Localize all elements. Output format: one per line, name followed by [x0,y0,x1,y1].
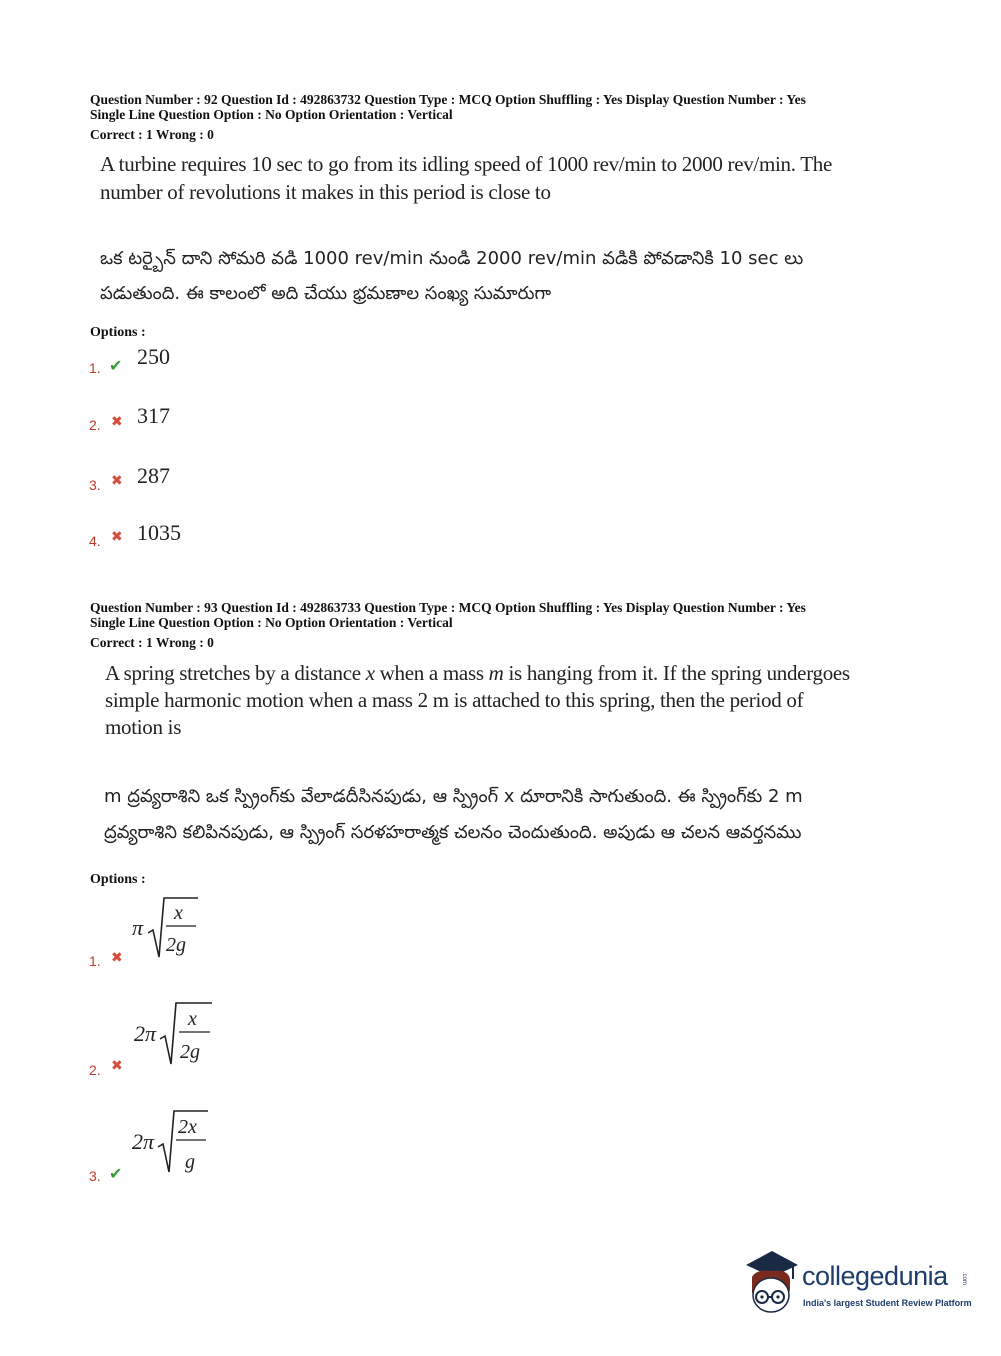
q92-option-3-number: 3. [89,477,101,493]
q92-option-2-number: 2. [89,417,101,433]
formula-coefficient: 2π [134,1021,157,1046]
q93-option-1-formula[interactable] [128,893,208,970]
q92-option-4-value[interactable]: 1035 [137,520,181,545]
q93-options-label: Options : [90,872,146,887]
q92-option-1-number: 1. [89,360,101,376]
formula-numerator: x [174,902,183,924]
wrong-cross-icon: ✖ [111,950,123,966]
q92-option-1-value[interactable]: 250 [137,344,170,369]
formula-numerator: x [188,1008,197,1030]
logo-domain-suffix: .com [961,1272,967,1286]
q93-option-1-number: 1. [89,953,101,969]
formula-numerator: 2x [178,1116,197,1138]
q92-text-line2: number of revolutions it makes in this period is close to [100,180,551,204]
formula-coefficient: π [132,915,144,940]
q93-option-3-number: 3. [89,1168,101,1184]
q93-text-line2: simple harmonic motion when a mass 2 m is attached to this spring, then the period of [105,688,804,712]
q93-text-line1: A spring stretches by a distance x when a mass m is hanging from it. If the spring undergoes [105,661,850,685]
wrong-cross-icon: ✖ [111,473,123,489]
q92-telugu-line1: ఒక టర్బైన్ దాని సోమరి వడి 1000 rev/min నుండి 2000 rev/min వడికి పోవడానికి 10 sec లు [100,248,804,269]
formula-denominator: 2g [166,934,186,956]
q92-option-4-number: 4. [89,533,101,549]
q92-options-label: Options : [90,325,146,340]
wrong-cross-icon: ✖ [111,529,123,545]
q92-telugu-line2: పడుతుంది. ఈ కాలంలో అది చేయు భ్రమణాల సంఖ్య సుమారుగా [100,283,552,304]
graduate-cap-mascot-icon [742,1247,800,1317]
collegedunia-logo [742,1247,972,1317]
q92-score: Correct : 1 Wrong : 0 [90,127,214,142]
correct-tick-icon: ✔ [109,356,123,375]
wrong-cross-icon: ✖ [111,414,123,430]
q92-meta-line2: Single Line Question Option : No Option Orientation : Vertical [90,107,453,122]
correct-tick-icon: ✔ [109,1164,123,1183]
q93-option-3-formula[interactable] [128,1106,218,1183]
formula-denominator: 2g [180,1041,200,1063]
q92-text-line1: A turbine requires 10 sec to go from its idling speed of 1000 rev/min to 2000 rev/min. The [100,152,832,176]
q92-option-2-value[interactable]: 317 [137,403,170,428]
q92-meta-line1: Question Number : 92 Question Id : 492863732 Question Type : MCQ Option Shuffling : Yes Display Question Number : Yes [90,92,806,107]
q93-telugu-line2: ద్రవ్యరాశిని కలిపినపుడు, ఆ స్ప్రింగ్ సరళహరాత్మక చలనం చెందుతుంది. అపుడు ఆ చలన ఆవర్తనము [104,822,802,843]
q93-meta-line1: Question Number : 93 Question Id : 492863733 Question Type : MCQ Option Shuffling : Yes Display Question Number : Yes [90,600,806,615]
formula-denominator: g [185,1151,195,1173]
q93-telugu-line1: m ద్రవ్యరాశిని ఒక స్ప్రింగ్‌కు వేలాడదీసినపుడు, ఆ స్ప్రింగ్ x దూరానికి సాగుతుంది. ఈ స్ప్రింగ్‌కు 2 m [104,786,803,807]
q93-text-line3: motion is [105,715,182,739]
formula-coefficient: 2π [132,1129,155,1154]
q93-option-2-formula[interactable] [130,998,220,1075]
q93-score: Correct : 1 Wrong : 0 [90,635,214,650]
wrong-cross-icon: ✖ [111,1058,123,1074]
logo-wordmark: collegedunia [802,1261,948,1291]
q92-option-3-value[interactable]: 287 [137,463,170,488]
q93-meta-line2: Single Line Question Option : No Option Orientation : Vertical [90,615,453,630]
logo-tagline: India's largest Student Review Platform [803,1298,972,1308]
q93-option-2-number: 2. [89,1062,101,1078]
